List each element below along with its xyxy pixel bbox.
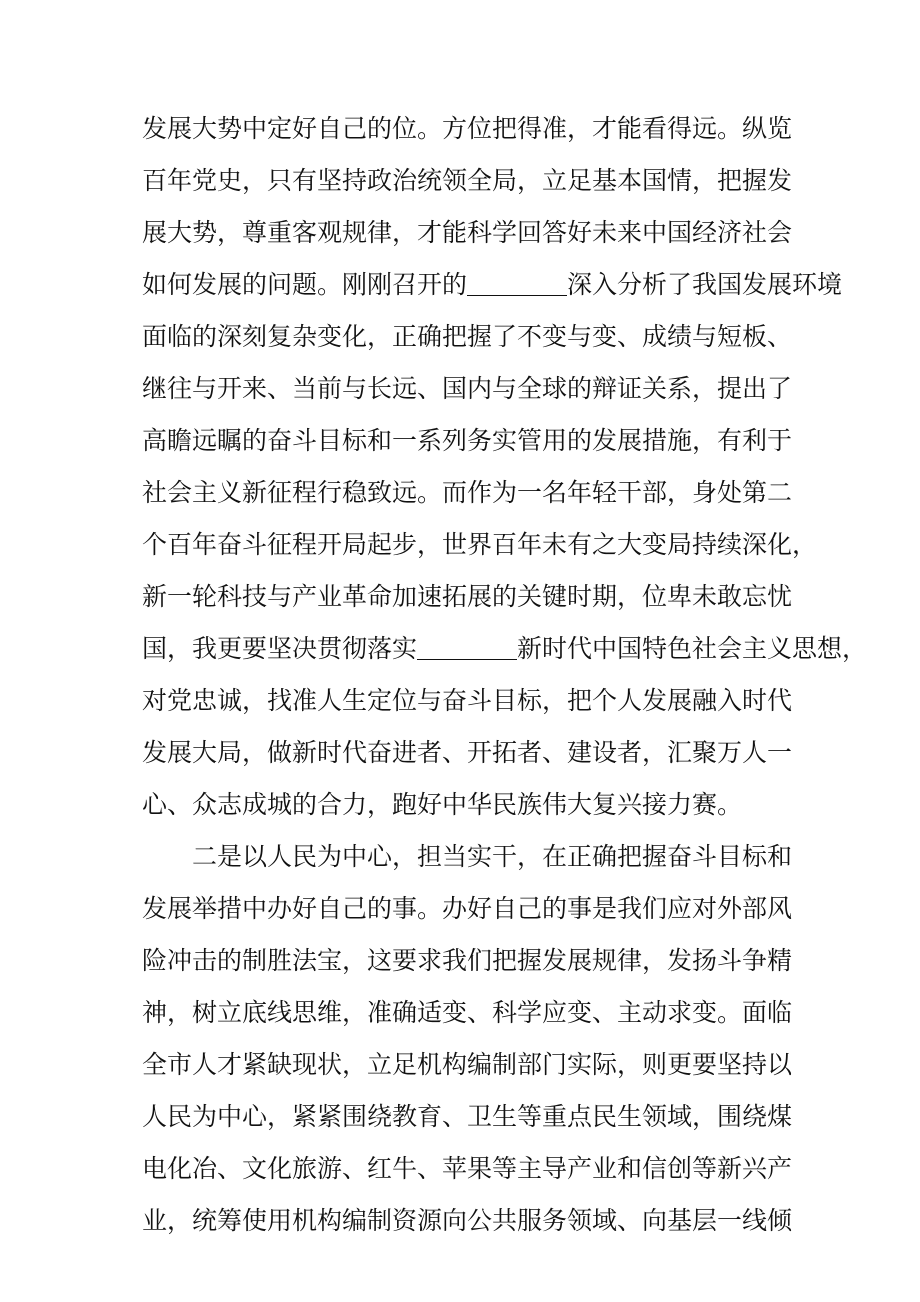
text-line: 对党忠诚，找准人生定位与奋斗目标，把个人发展融入时代 [142,686,793,715]
text-line: 如何发展的问题。刚刚召开的＿＿＿＿深入分析了我国发展环境 [142,270,843,299]
text-line: 国，我更要坚决贯彻落实＿＿＿＿新时代中国特色社会主义思想， [142,634,868,663]
text-line: 面临的深刻复杂变化，正确把握了不变与变、成绩与短板、 [142,322,793,351]
text-line: 社会主义新征程行稳致远。而作为一名年轻干部，身处第二 [142,478,793,507]
text-line: 发展大局，做新时代奋进者、开拓者、建设者，汇聚万人一 [142,738,793,767]
text-line: 发展大势中定好自己的位。方位把得准，才能看得远。纵览 [142,114,793,143]
text-line: 全市人才紧缺现状，立足机构编制部门实际，则更要坚持以 [142,1050,793,1079]
text-line: 神，树立底线思维，准确适变、科学应变、主动求变。面临 [142,998,793,1027]
paragraph-2 [142,831,793,1247]
text-line: 二是以人民为中心，担当实干，在正确把握奋斗目标和 [192,842,793,871]
document-body [142,103,868,1247]
text-line: 发展举措中办好自己的事。办好自己的事是我们应对外部风 [142,894,793,923]
text-line: 展大势，尊重客观规律，才能科学回答好未来中国经济社会 [142,218,793,247]
text-line: 继往与开来、当前与长远、国内与全球的辩证关系，提出了 [142,374,793,403]
text-line: 人民为中心，紧紧围绕教育、卫生等重点民生领域，围绕煤 [142,1102,793,1131]
text-line: 个百年奋斗征程开局起步，世界百年未有之大变局持续深化， [142,530,818,559]
text-line: 险冲击的制胜法宝，这要求我们把握发展规律，发扬斗争精 [142,946,793,975]
text-line: 新一轮科技与产业革命加速拓展的关键时期，位卑未敢忘忧 [142,582,793,611]
text-line: 心、众志成城的合力，跑好中华民族伟大复兴接力赛。 [142,790,743,819]
text-line: 高瞻远瞩的奋斗目标和一系列务实管用的发展措施，有利于 [142,426,793,455]
paragraph-1 [142,103,868,831]
text-line: 业，统筹使用机构编制资源向公共服务领域、向基层一线倾 [142,1206,793,1235]
text-line: 百年党史，只有坚持政治统领全局，立足基本国情，把握发 [142,166,793,195]
text-line: 电化冶、文化旅游、红牛、苹果等主导产业和信创等新兴产 [142,1154,793,1183]
